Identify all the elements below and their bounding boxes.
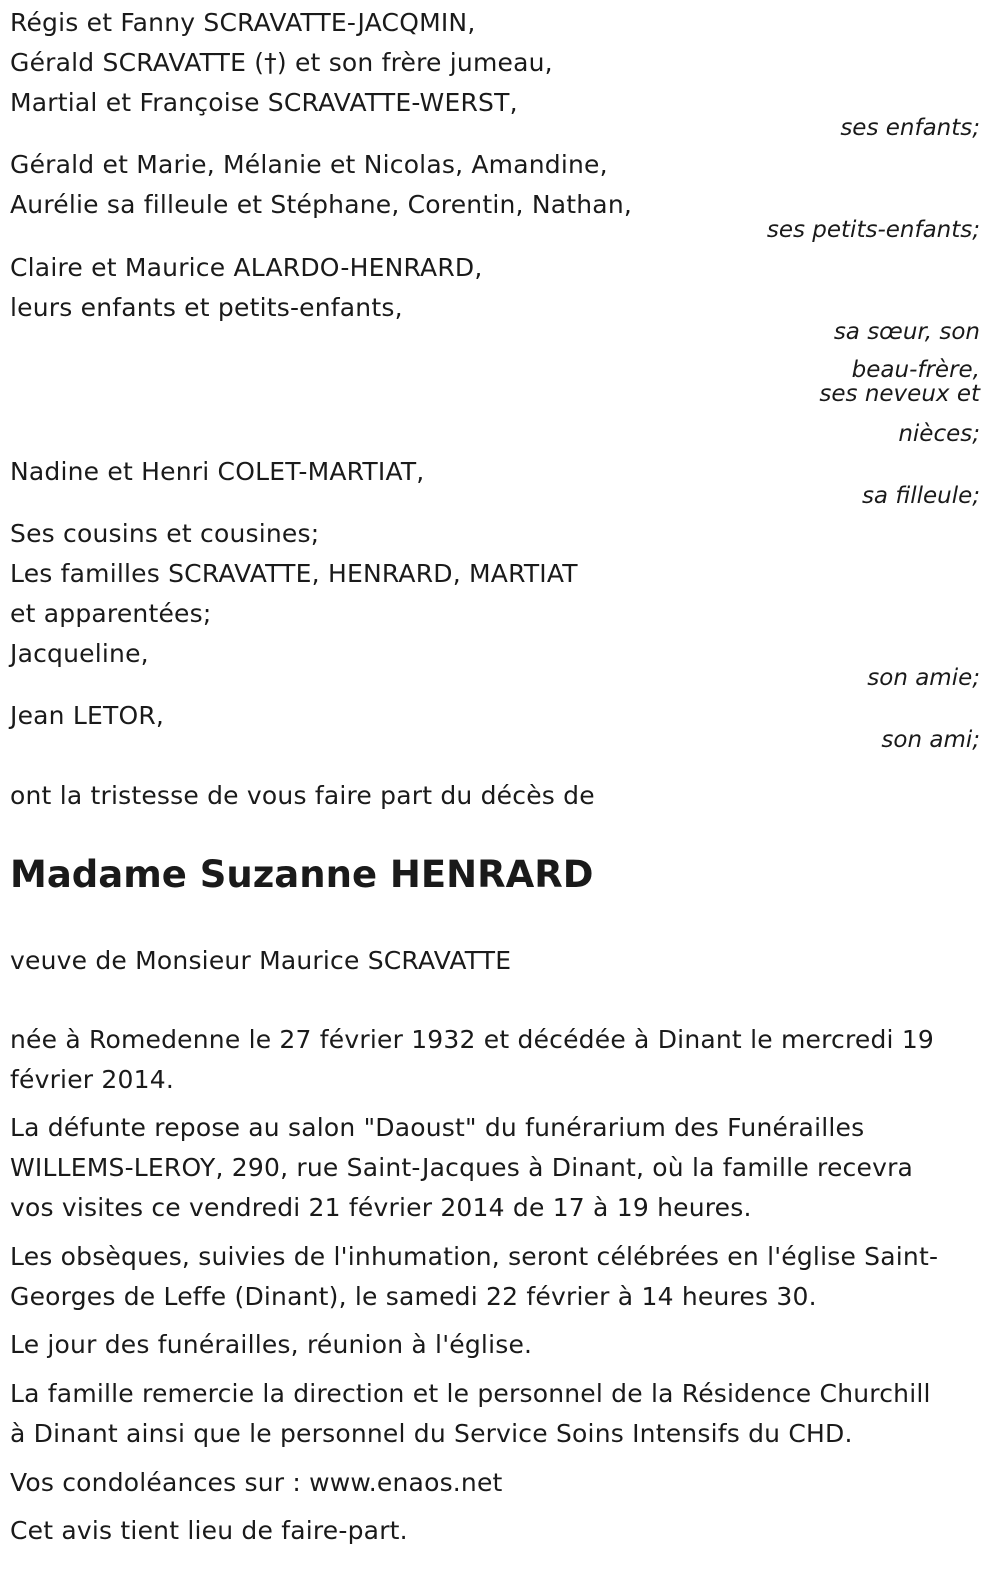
thanks-text: La famille remercie la direction et le personnel de la Résidence Churchill — [10, 1379, 931, 1408]
family-line: Gérald SCRAVATTE (†) et son frère jumeau, — [10, 48, 553, 77]
family-line: Les familles SCRAVATTE, HENRARD, MARTIAT — [10, 559, 578, 588]
birth-death-text: février 2014. — [10, 1065, 174, 1094]
family-line: Martial et Françoise SCRAVATTE-WERST, — [10, 88, 518, 117]
thanks-text: à Dinant ainsi que le personnel du Service Soins Intensifs du CHD. — [10, 1419, 853, 1448]
role-label: sa sœur, son — [833, 319, 980, 345]
family-line: Jean LETOR, — [10, 701, 165, 730]
notice-text: Cet avis tient lieu de faire-part. — [10, 1516, 408, 1545]
condolences-text: Vos condoléances sur : www.enaos.net — [10, 1468, 503, 1497]
family-line: leurs enfants et petits-enfants, — [10, 293, 403, 322]
family-line: Ses cousins et cousines; — [10, 519, 320, 548]
rest-text: La défunte repose au salon "Daoust" du funérarium des Funérailles — [10, 1113, 865, 1142]
role-label: ses enfants; — [840, 115, 980, 141]
family-line: Jacqueline, — [10, 639, 149, 668]
family-line: Régis et Fanny SCRAVATTE-JACQMIN, — [10, 8, 476, 37]
role-label: ses neveux et — [819, 381, 980, 407]
widow-of-text: veuve de Monsieur Maurice SCRAVATTE — [10, 946, 512, 975]
role-label: beau-frère, — [851, 357, 980, 383]
rest-text: WILLEMS-LEROY, 290, rue Saint-Jacques à Dinant, où la famille recevra — [10, 1153, 914, 1182]
family-line: Claire et Maurice ALARDO-HENRARD, — [10, 253, 483, 282]
family-line: Aurélie sa filleule et Stéphane, Corentin, Nathan, — [10, 190, 633, 219]
meeting-text: Le jour des funérailles, réunion à l'église. — [10, 1330, 533, 1359]
role-label: nièces; — [898, 421, 980, 447]
family-line: Nadine et Henri COLET-MARTIAT, — [10, 457, 425, 486]
deceased-name: Madame Suzanne HENRARD — [10, 853, 594, 896]
role-label: ses petits-enfants; — [766, 217, 980, 243]
birth-death-text: née à Romedenne le 27 février 1932 et décédée à Dinant le mercredi 19 — [10, 1025, 935, 1054]
family-line: et apparentées; — [10, 599, 212, 628]
role-label: sa filleule; — [861, 483, 980, 509]
family-line: Gérald et Marie, Mélanie et Nicolas, Amandine, — [10, 150, 608, 179]
funeral-text: Les obsèques, suivies de l'inhumation, seront célébrées en l'église Saint- — [10, 1242, 939, 1271]
rest-text: vos visites ce vendredi 21 février 2014 de 17 à 19 heures. — [10, 1193, 752, 1222]
role-label: son amie; — [867, 665, 980, 691]
intro-text: ont la tristesse de vous faire part du décès de — [10, 781, 595, 810]
funeral-text: Georges de Leffe (Dinant), le samedi 22 février à 14 heures 30. — [10, 1282, 817, 1311]
role-label: son ami; — [881, 727, 980, 753]
